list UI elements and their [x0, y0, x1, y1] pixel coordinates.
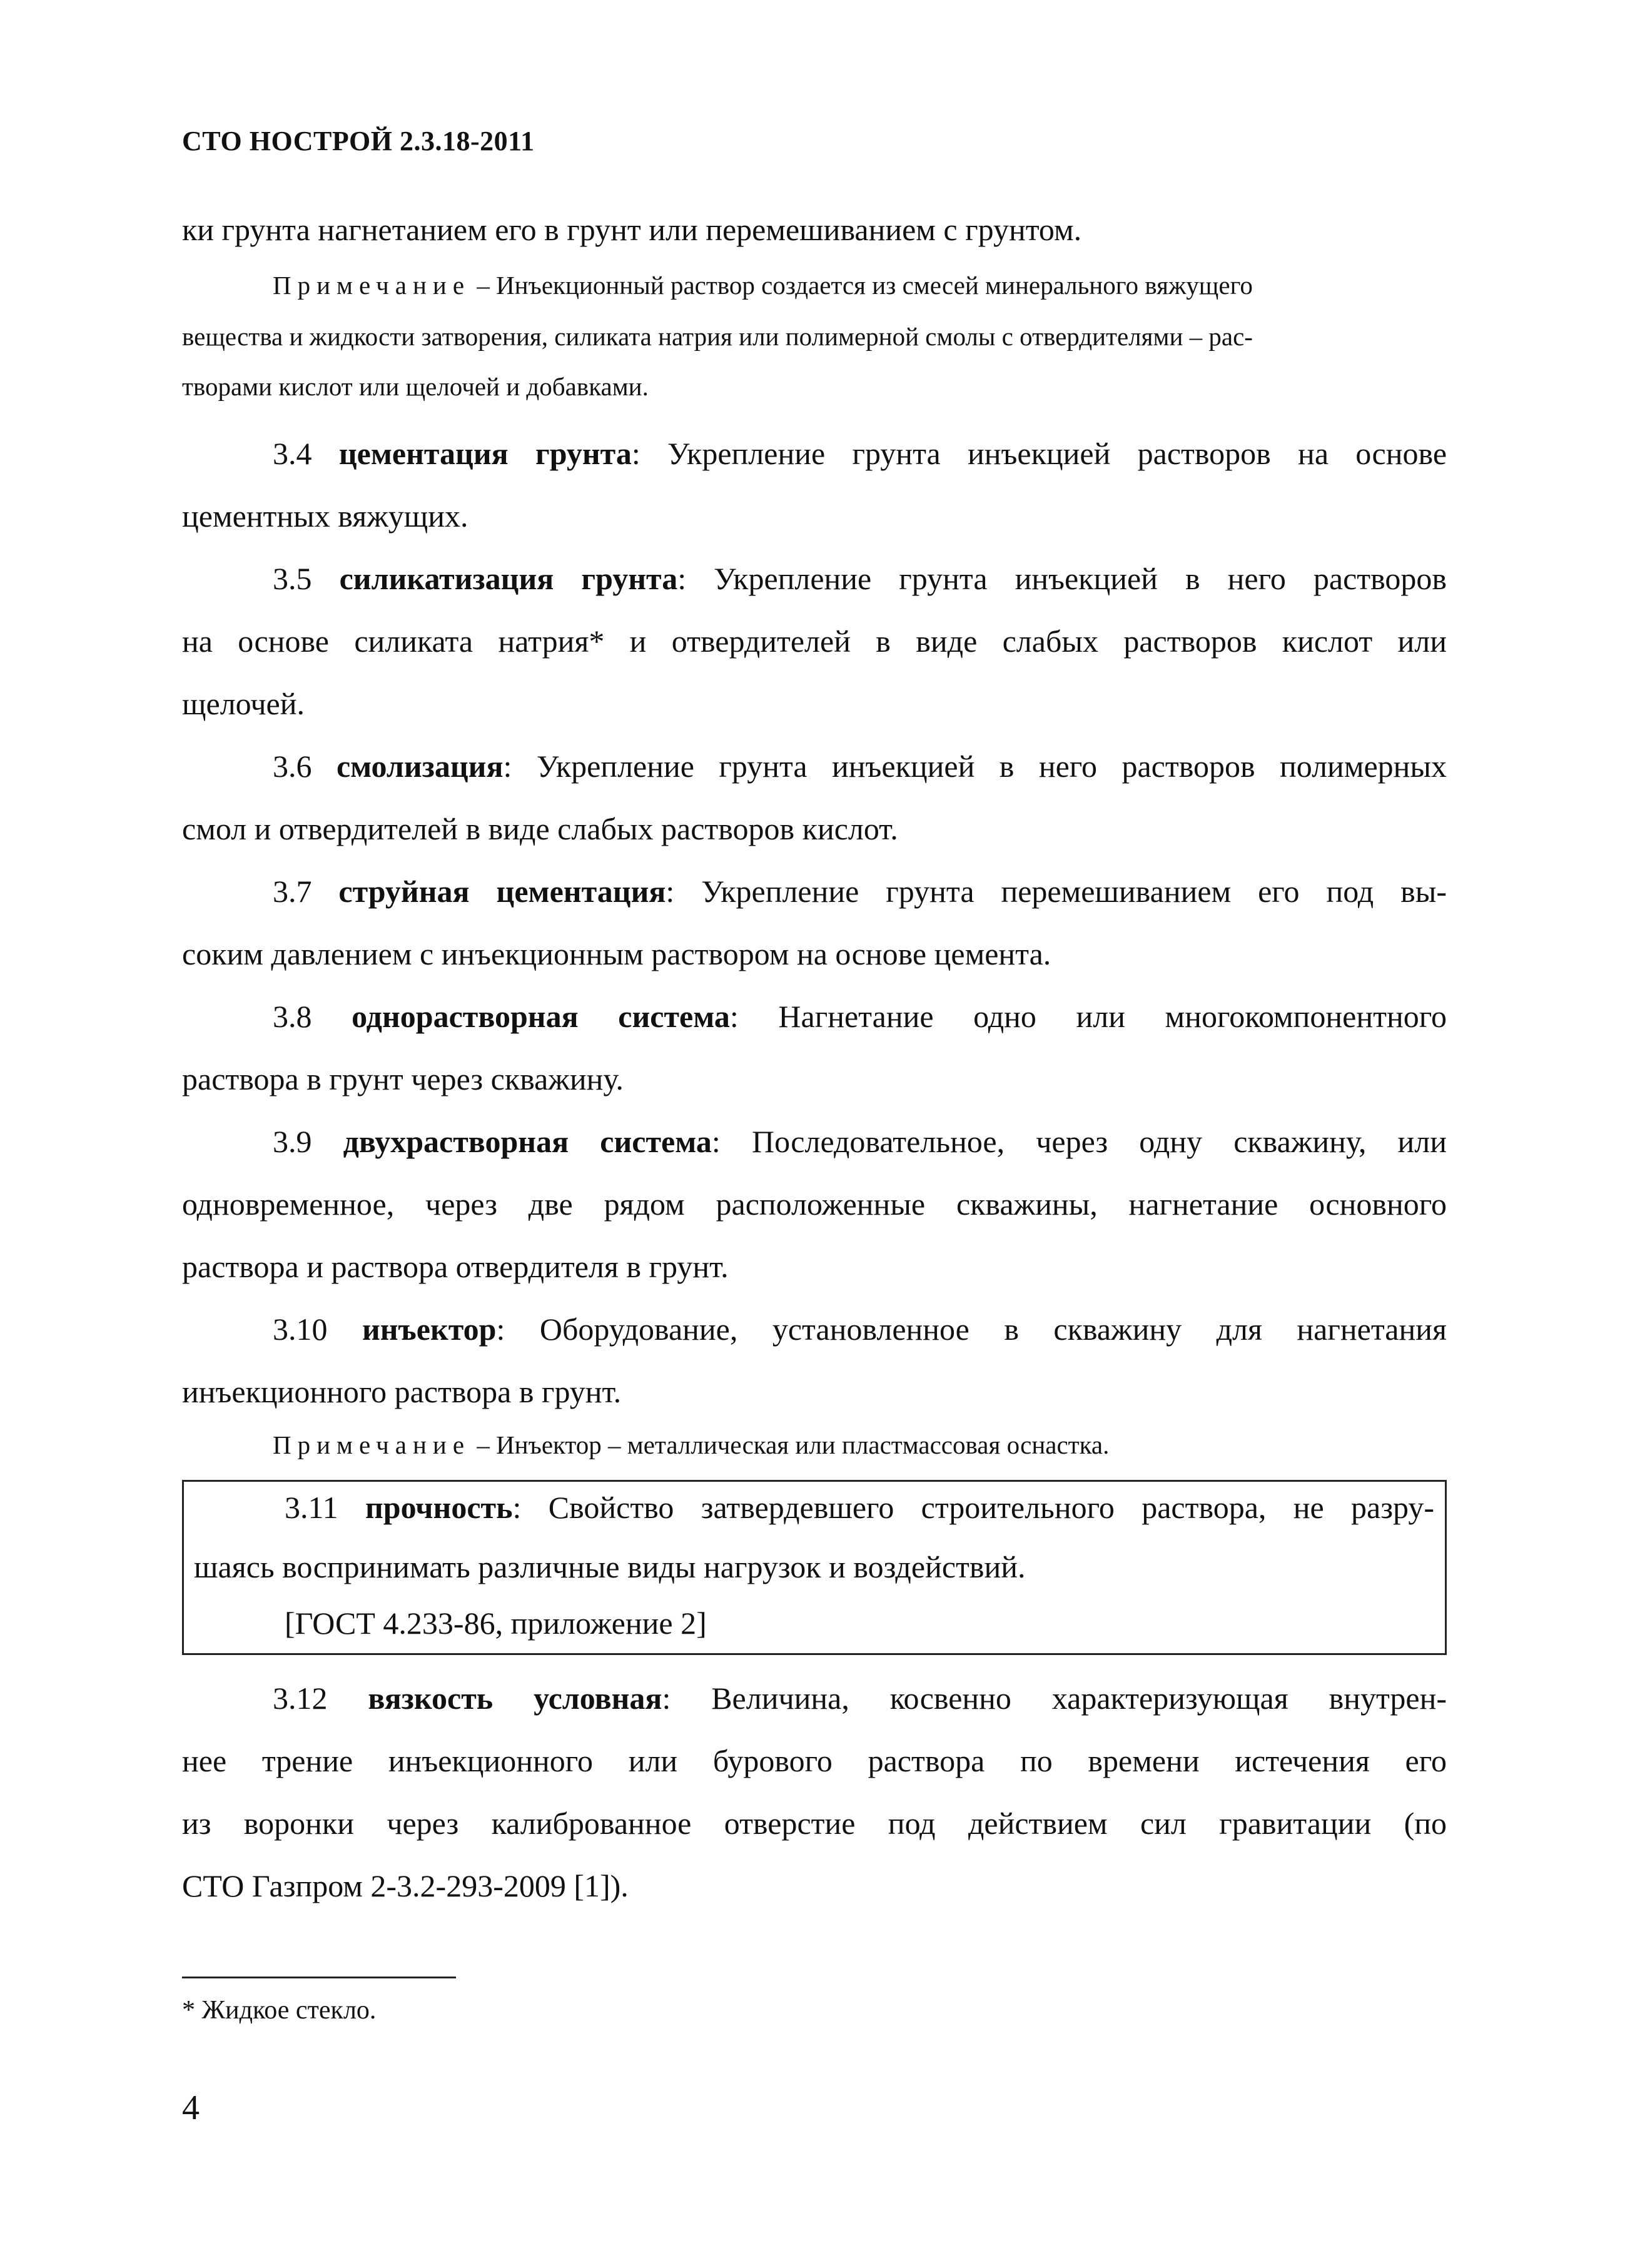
text-line [182, 938, 1447, 969]
text-span: нее трение инъекционного или бурового раствора по времени истечения его [182, 1743, 1447, 1778]
text-line [182, 1251, 1447, 1282]
text-line [182, 1376, 1447, 1407]
definition-3-12 [273, 1683, 1447, 1714]
term: вязкость условная [368, 1681, 662, 1716]
reference: [ГОСТ 4.233-86, приложение 2] [285, 1606, 707, 1641]
clause-number: 3.11 [285, 1490, 365, 1525]
text-span: : Свойство затвердевшего строительного раствора, не разру- [512, 1490, 1434, 1525]
note-line [273, 1432, 1447, 1458]
text-line [182, 688, 1447, 719]
text-line [182, 500, 1447, 532]
text-span: : Последовательное, через одну скважину, или [711, 1124, 1447, 1159]
note-line [273, 273, 1447, 298]
text-span: : Укрепление грунта перемешиванием его под вы- [666, 874, 1447, 909]
footnote: * Жидкое стекло. [182, 1996, 377, 2025]
clause-number: 3.5 [273, 561, 340, 596]
definition-3-6 [273, 751, 1447, 782]
text-span: вещества и жидкости затворения, силиката натрия или полимерной смолы с отвердителями – рас- [182, 322, 1253, 351]
text-span: : Укрепление грунта инъекцией в него растворов полимерных [503, 749, 1447, 784]
term: силикатизация грунта [339, 561, 678, 596]
note-line [182, 324, 1447, 350]
text-span: инъекционного раствора в грунт. [182, 1374, 622, 1409]
page-number: 4 [182, 2088, 200, 2127]
text-line [182, 813, 1447, 844]
definition-3-4 [273, 438, 1447, 469]
text-span: из воронки через калиброванное отверстие под действием сил гравитации (по [182, 1806, 1447, 1841]
text-span: – Инъекционный раствор создается из смесей минерального вяжущего [470, 271, 1253, 300]
text-span: одновременное, через две рядом расположенные скважины, нагнетание основного [182, 1187, 1447, 1222]
definition-3-9 [273, 1126, 1447, 1157]
term: цементация грунта [338, 436, 632, 471]
note-line [182, 374, 1447, 400]
text-span: : Оборудование, установленное в скважину для нагнетания [496, 1312, 1447, 1347]
clause-number: 3.6 [273, 749, 337, 784]
definition-3-5 [273, 563, 1447, 594]
text-span: раствора в грунт через скважину. [182, 1061, 624, 1096]
text-span: ки грунта нагнетанием его в грунт или перемешиванием с грунтом. [182, 212, 1082, 247]
text-span: соким давлением с инъекционным раствором на основе цемента. [182, 936, 1051, 971]
term: струйная цементация [338, 874, 666, 909]
text-span: раствора и раствора отвердителя в грунт. [182, 1249, 729, 1284]
text-span: СТО Газпром 2-3.2-293-2009 [1]). [182, 1868, 629, 1903]
definition-3-8 [273, 1001, 1447, 1032]
text-span: : Укрепление грунта инъекцией в него растворов [677, 561, 1447, 596]
footnote-divider [182, 1977, 456, 1978]
term: смолизация [336, 749, 504, 784]
text-span: творами кислот или щелочей и добавками. [182, 372, 649, 401]
text-line [182, 625, 1447, 657]
term: однорастворная система [352, 999, 730, 1034]
text-span: смол и отвердителей в виде слабых растворов кислот. [182, 811, 898, 846]
text-span: : Нагнетание одно или многокомпонентного [729, 999, 1447, 1034]
text-line [182, 1808, 1447, 1839]
term: инъектор [362, 1312, 497, 1347]
text-line [194, 1551, 1459, 1582]
text-span: на основе силиката натрия* и отвердителей в виде слабых растворов кислот или [182, 624, 1447, 659]
text-span: : Укрепление грунта инъекцией растворов на основе [631, 436, 1447, 471]
text-line [182, 214, 1447, 245]
text-span: : Величина, косвенно характеризующая внутрен- [662, 1681, 1447, 1716]
text-line [182, 1188, 1447, 1220]
term: прочность [365, 1490, 513, 1525]
text-span: щелочей. [182, 686, 305, 721]
text-line [182, 1063, 1447, 1095]
text-line [182, 1870, 1447, 1901]
note-label: Примечание [273, 271, 471, 300]
text-span: цементных вяжущих. [182, 499, 468, 534]
clause-number: 3.12 [273, 1681, 368, 1716]
clause-number: 3.9 [273, 1124, 343, 1159]
term: двухрастворная система [343, 1124, 712, 1159]
clause-number: 3.10 [273, 1312, 362, 1347]
reference-line [285, 1607, 1549, 1639]
document-header: СТО НОСТРОЙ 2.3.18-2011 [182, 126, 535, 156]
definition-3-11 [285, 1492, 1434, 1523]
text-span: – Инъектор – металлическая или пластмассовая оснастка. [470, 1430, 1110, 1459]
definition-3-10 [273, 1314, 1447, 1345]
definition-3-7 [273, 876, 1447, 907]
note-label: Примечание [273, 1430, 471, 1459]
text-span: шаясь воспринимать различные виды нагрузок и воздействий. [194, 1549, 1026, 1584]
text-line [182, 1745, 1447, 1776]
clause-number: 3.8 [273, 999, 352, 1034]
clause-number: 3.4 [273, 436, 339, 471]
clause-number: 3.7 [273, 874, 339, 909]
